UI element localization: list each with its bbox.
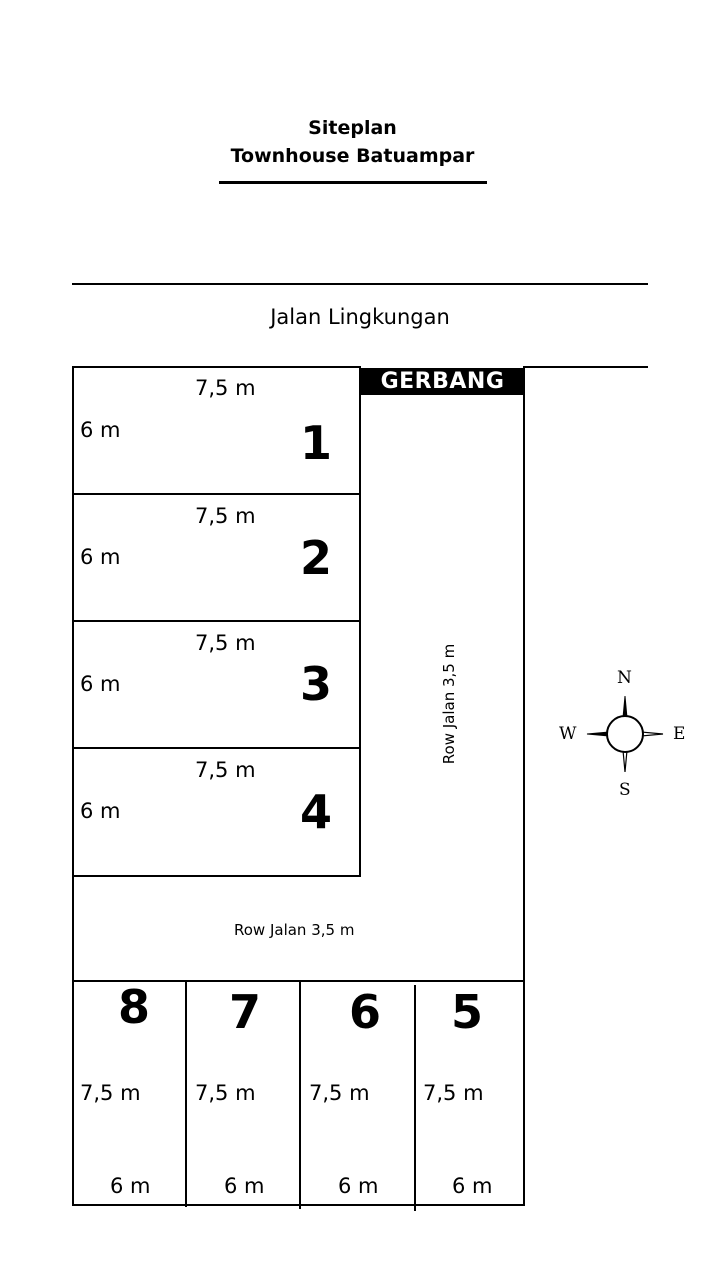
lot-6-length: 7,5 m <box>309 1081 370 1105</box>
road-label-vertical: Row Jalan 3,5 m <box>440 643 458 765</box>
lot-1-number: 1 <box>300 416 333 470</box>
title-underline <box>219 181 487 184</box>
lot-4-depth: 6 m <box>80 799 121 823</box>
lot-3-depth: 6 m <box>80 672 121 696</box>
lot-8-width: 6 m <box>110 1174 151 1198</box>
lot-8-number: 8 <box>118 980 151 1034</box>
compass-north: N <box>617 668 632 688</box>
compass-south: S <box>619 780 631 800</box>
lot-3-number: 3 <box>300 657 333 711</box>
gate-label: GERBANG <box>360 368 525 395</box>
divider-8-7 <box>185 981 187 1207</box>
lot-6-width: 6 m <box>338 1174 379 1198</box>
lot-5-length: 7,5 m <box>423 1081 484 1105</box>
title-line-1: Siteplan <box>308 117 397 139</box>
compass-east: E <box>673 724 686 744</box>
lot-1-width: 7,5 m <box>195 376 256 400</box>
lot-1-depth: 6 m <box>80 418 121 442</box>
lot-3-width: 7,5 m <box>195 631 256 655</box>
lot-2-width: 7,5 m <box>195 504 256 528</box>
title-line-2: Townhouse Batuampar <box>230 145 475 167</box>
compass-west: W <box>559 724 577 744</box>
street-edge-line <box>72 283 648 285</box>
lot-2-depth: 6 m <box>80 545 121 569</box>
lot-4-number: 4 <box>300 785 333 839</box>
divider-6-5 <box>414 985 416 1211</box>
boundary-right <box>523 366 525 1206</box>
lot-7-length: 7,5 m <box>195 1081 256 1105</box>
lot-7-number: 7 <box>229 985 262 1039</box>
lot-6-number: 6 <box>349 985 382 1039</box>
lot-5-width: 6 m <box>452 1174 493 1198</box>
lot-5-number: 5 <box>451 985 484 1039</box>
lot-7-width: 6 m <box>224 1174 265 1198</box>
lot-4-width: 7,5 m <box>195 758 256 782</box>
lot-8-length: 7,5 m <box>80 1081 141 1105</box>
divider-7-6 <box>299 981 301 1209</box>
road-label-horizontal: Row Jalan 3,5 m <box>234 921 355 939</box>
street-label: Jalan Lingkungan <box>270 305 450 329</box>
lot-2-number: 2 <box>300 531 333 585</box>
compass-rose-icon <box>575 684 675 784</box>
boundary-top-right <box>524 366 648 368</box>
